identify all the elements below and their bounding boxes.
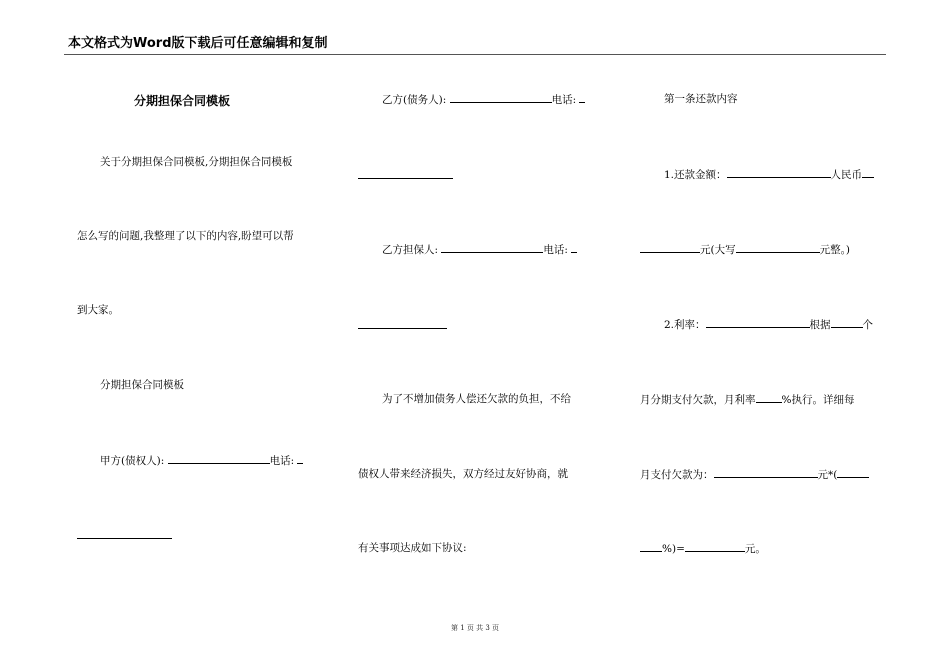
guarantor-phone-label: 电话: — [543, 244, 568, 256]
amount-words-blank[interactable] — [736, 242, 820, 253]
party-b-phone-continuation[interactable] — [358, 178, 453, 179]
rate-months-blank[interactable] — [831, 317, 863, 328]
amount-line-2 — [640, 242, 850, 257]
monthly-end-b: 元。 — [744, 543, 766, 555]
rate-basis: 根据 — [809, 319, 831, 331]
amount-rmb-blank[interactable] — [862, 167, 874, 178]
party-a-label: 甲方(债权人): — [100, 455, 165, 467]
guarantor-blank[interactable] — [441, 242, 543, 253]
intro-line-2: 怎么写的问题,我整理了以下的内容,盼望可以帮 — [77, 230, 294, 242]
monthly-principal-blank[interactable] — [714, 467, 818, 478]
rate-line-1 — [664, 317, 873, 332]
monthly-end-a: %)= — [662, 543, 685, 555]
purpose-line-3: 有关事项达成如下协议: — [358, 542, 467, 554]
guarantor-label: 乙方担保人: — [382, 244, 439, 256]
party-a-phone-continuation[interactable] — [77, 538, 172, 539]
header-text: 本文格式为Word版下载后可任意编辑和复制 — [68, 36, 328, 51]
monthly-total-blank[interactable] — [685, 541, 745, 552]
amount-blank[interactable] — [727, 167, 831, 178]
amount-whole: 元整。) — [819, 244, 850, 256]
party-b-blank[interactable] — [450, 92, 552, 103]
section-title: 第一条还款内容 — [664, 93, 738, 105]
monthly-mult: 元*( — [817, 469, 838, 481]
party-b-line — [382, 92, 585, 107]
amount-line-1 — [664, 167, 874, 182]
monthly-line-2 — [640, 541, 766, 556]
party-a-line — [100, 453, 303, 468]
purpose-line-2: 债权人带来经济损失，双方经过友好协商，就 — [358, 468, 568, 480]
party-b-phone-blank[interactable] — [579, 92, 585, 103]
monthly-label: 月支付欠款为： — [640, 469, 714, 481]
party-a-phone-label: 电话: — [269, 455, 295, 467]
intro-line-1: 关于分期担保合同模板,分期担保合同模板 — [100, 156, 293, 168]
page-header — [64, 36, 886, 55]
party-b-phone-label: 电话: — [551, 94, 577, 106]
subtitle: 分期担保合同模板 — [100, 379, 184, 391]
amount-yuan: 元(大写 — [700, 244, 736, 256]
purpose-line-1: 为了不增加债务人偿还欠款的负担，不给 — [382, 393, 571, 405]
amount-yuan-blank[interactable] — [640, 242, 700, 253]
intro-line-3: 到大家。 — [77, 304, 119, 316]
monthly-rate-factor-blank[interactable] — [837, 467, 869, 478]
rate-line-2 — [640, 392, 854, 407]
page-footer: 第 1 页 共 3 页 — [450, 624, 500, 632]
rate-line-2a: 月分期支付欠款，月利率 — [640, 394, 756, 406]
monthly-percent-blank[interactable] — [640, 541, 662, 552]
document-title: 分期担保合同模板 — [134, 94, 231, 108]
rate-blank[interactable] — [706, 317, 810, 328]
amount-label: 1.还款金额： — [664, 169, 727, 181]
rate-line-2b: %执行。详细每 — [781, 394, 855, 406]
rate-ge: 个 — [862, 319, 874, 331]
guarantor-phone-blank[interactable] — [571, 242, 577, 253]
monthly-rate-blank[interactable] — [756, 392, 782, 403]
rate-label: 2.利率： — [664, 319, 706, 331]
monthly-line-1 — [640, 467, 869, 482]
party-a-phone-blank[interactable] — [297, 453, 303, 464]
party-b-label: 乙方(债务人): — [382, 94, 447, 106]
guarantor-line — [382, 242, 577, 257]
party-a-blank[interactable] — [168, 453, 270, 464]
guarantor-phone-continuation[interactable] — [358, 328, 447, 329]
amount-rmb: 人民币 — [830, 169, 863, 181]
